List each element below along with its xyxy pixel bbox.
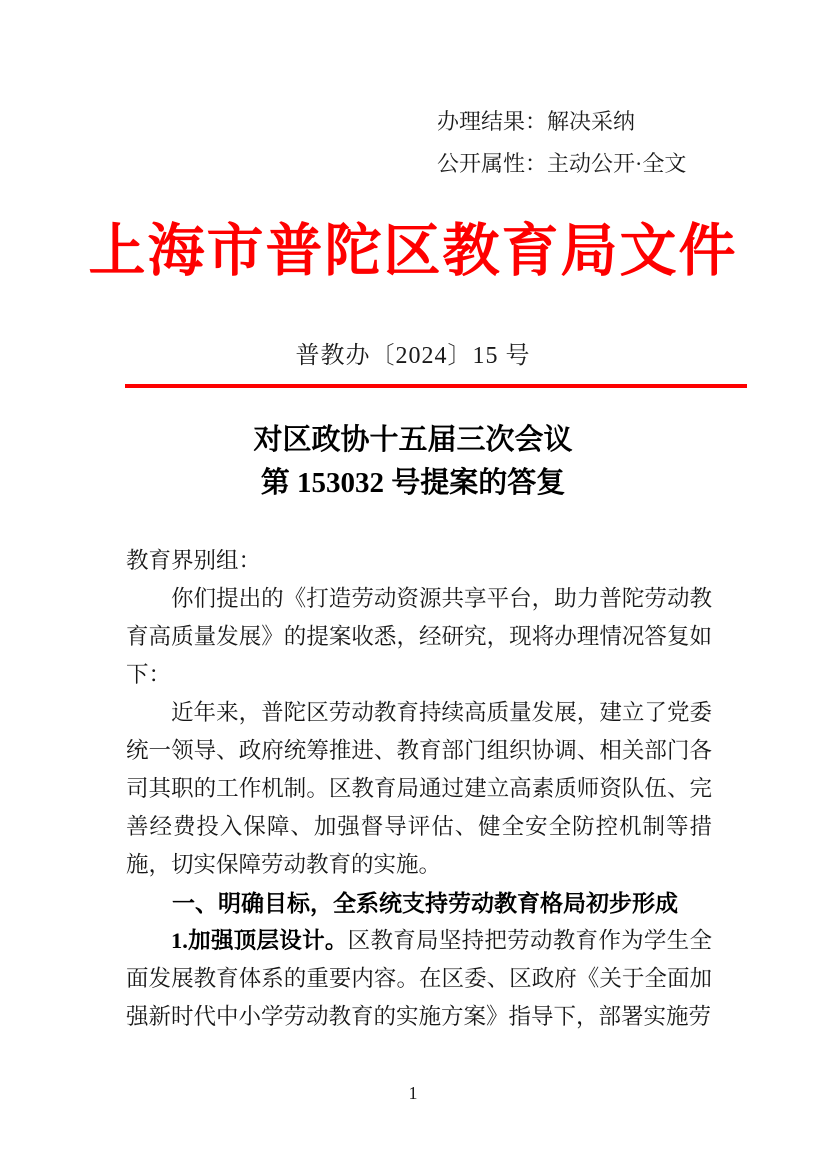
paragraph-recent-years: 近年来，普陀区劳动教育持续高质量发展，建立了党委统一领导、政府统筹推进、教育部门组织协调、相关部门各司其职的工作机制。区教育局通过建立高素质师资队伍、完善经费投入保障、加强督导评估、健全安全防控机制等措施，切实保障劳动教育的实施。 (126, 700, 712, 877)
document-title (0, 419, 826, 505)
section-heading-1: 一、明确目标，全系统支持劳动教育格局初步形成 (172, 890, 678, 916)
document-title-line-1: 对区政协十五届三次会议 (253, 424, 573, 456)
agency-letterhead-title: 上海市普陀区教育局文件 (88, 220, 738, 283)
doc-meta-block (437, 101, 686, 185)
red-divider-line (125, 384, 747, 388)
paragraph-top-level-design-text: 区教育局坚持把劳动教育作为学生全面发展教育体系的重要内容。在区委、区政府《关于全面加强新时代中小学劳动教育的实施方案》指导下，部署实施劳 (126, 928, 712, 1029)
paragraph-top-level-design-lead: 1.加强顶层设计。 (171, 928, 348, 953)
paragraph-proposal-received: 你们提出的《打造劳动资源共享平台，助力普陀劳动教育高质量发展》的提案收悉，经研究，现将办理情况答复如下： (126, 586, 712, 687)
paragraph-top-level-design (126, 922, 712, 1036)
salutation: 教育界别组： (126, 548, 262, 573)
handling-result-line: 办理结果：解决采纳 (437, 109, 636, 134)
document-number: 普教办〔2024〕15 号 (295, 343, 531, 369)
publicity-attribute-line: 公开属性：主动公开·全文 (437, 151, 687, 176)
document-title-line-2: 第 153032 号提案的答复 (260, 467, 566, 499)
page-number: 1 (408, 1083, 418, 1103)
document-body (126, 542, 712, 1036)
